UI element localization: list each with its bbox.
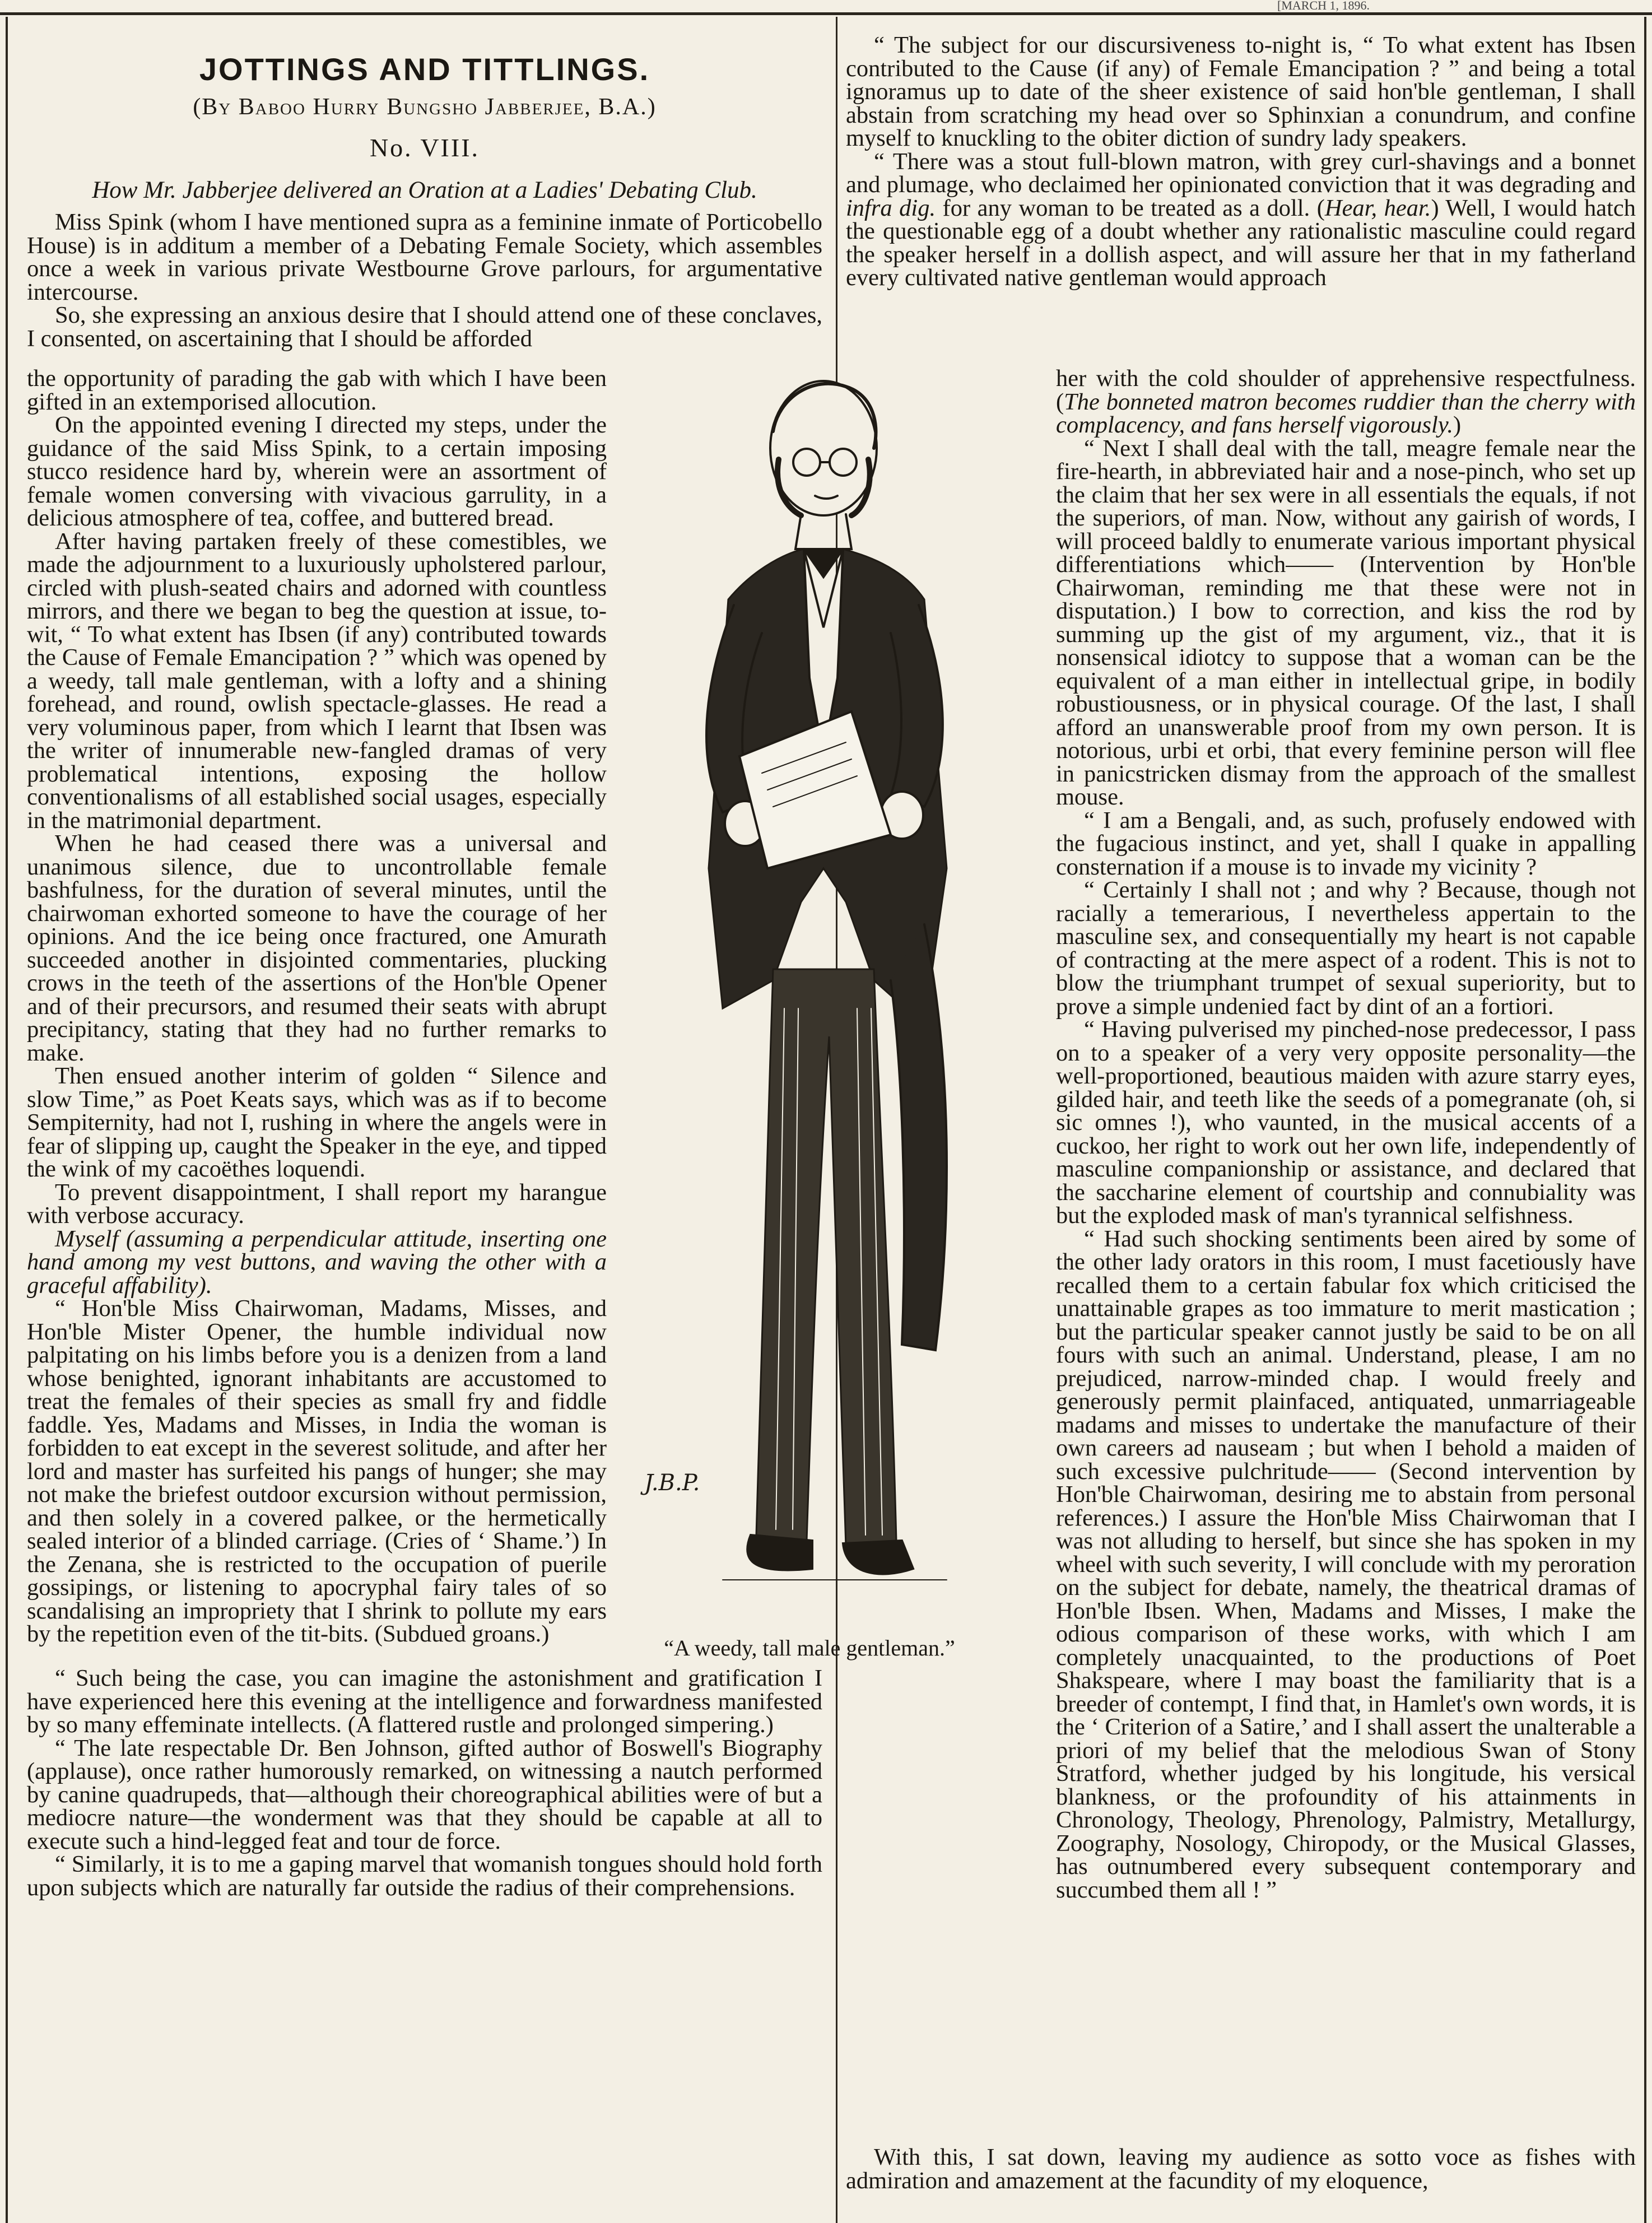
left-paragraph-11: “ The late respectable Dr. Ben Johnson, gifted author of Boswell's Biography (applause), once rather humorously remarked, on witnessing a nautch performed by canine quadrupeds, that—although their choreographical abilities were of but a mediocre nature—the wonderment was that they should be capable at all to execute such a hind-legged feat and tour de force.	[27, 1734, 822, 1854]
left-paragraph-2-start: So, she expressing an anxious desire that I should attend one of these conclaves, I consented, on ascertaining that I should be afforded	[27, 302, 822, 352]
right-paragraph-4: “ I am a Bengali, and, as such, profusely endowed with the fugacious instinct, and yet, shall I quake in appalling consternation if a mouse is to invade my vicinity ?	[1056, 807, 1636, 880]
article-title: JOTTINGS AND TITTLINGS.	[199, 52, 650, 87]
right-paragraph-3: “ Next I shall deal with the tall, meagre female near the fire-hearth, in abbreviated hair and a nose-pinch, who set up the claim that her sex were in all essentials the equals, if not the superiors, of man. Now, without any gairish of words, I will proceed baldly to enumerate various important physical differentiations which—— (Intervention by Hon'ble Chairwoman, reminding me that these were not in disputation.) I bow to correction, and kiss the rod by summing up the gist of my argument, viz., that it is nonsensical idiotcy to suppose that a woman can be the equivalent of a man either in intellectual gripe, in bodily robustiousness, or in physical courage. Of the last, I shall afford an unanswerable proof from my own person. It is notorious, urbi et orbi, that every feminine person will flee in panicstricken dismay from the approach of the smallest mouse.	[1056, 435, 1636, 810]
left-paragraph-8: Myself (assuming a perpendicular attitude, inserting one hand among my vest buttons, and waving the other with a graceful affability).	[27, 1225, 607, 1299]
header-date: [MARCH 1, 1896.	[1277, 0, 1370, 12]
left-paragraph-4: After having partaken freely of these comestibles, we made the adjournment to a luxuriously upholstered parlour, circled with plush-seated chairs and adorned with countless mirrors, and there we began to beg the question at issue, to-wit, “ To what extent has Ibsen (if any) contributed towards the Cause of Female Emancipation ? ” which was opened by a weedy, tall male gentleman, with a lofty and a shining forehead, and round, owlish spectacle-glasses. He read a very voluminous paper, from which I learnt that Ibsen was the writer of innumerable new-fangled dramas of very problematical intentions, exposing the hollow conventionalisms of all established social usages, especially in the matrimonial department.	[27, 528, 607, 834]
article-number: No. VIII.	[369, 133, 480, 162]
right-column-bottom	[846, 2146, 1636, 2223]
right-paragraph-8: With this, I sat down, leaving my audience as sotto voce as fishes with admiration and amazement at the facundity of my eloquence,	[846, 2144, 1636, 2194]
right-column-top	[846, 34, 1636, 370]
left-paragraph-1: Miss Spink (whom I have mentioned supra as a feminine inmate of Porticobello House) is in additum a member of a Debating Female Society, which assembles once a week in various private Westbourne Grove parlours, for argumentative intercourse.	[27, 209, 822, 305]
article-subtitle: How Mr. Jabberjee delivered an Oration at a Ladies' Debating Club.	[92, 177, 757, 203]
right-paragraph-5: “ Certainly I shall not ; and why ? Because, though not racially a temerarious, I nevertheless appertain to the masculine sex, and consequentially my heart is not capable of contracting at the mere aspect of a rodent. This is not to blow the triumphant trumpet of sexual superiority, but to prove a simple undenied fact by dint of an a fortiori.	[1056, 877, 1636, 1020]
left-paragraph-12: “ Similarly, it is to me a gaping marvel that womanish tongues should hold forth upon subjects which are naturally far outside the radius of their comprehensions.	[27, 1851, 822, 1901]
right-paragraph-2-start: “ There was a stout full-blown matron, with grey curl-shavings and a bonnet and plumage, who declaimed her opinionated conviction that it was degrading and infra dig. for any woman to be treated as a doll. (Hear, hear.) Well, I would hatch the questionable egg of a doubt whether any rationalistic masculine could regard the speaker herself in a dollish aspect, and will assure her that in my fatherland every cultivated native gentleman would approach	[846, 148, 1636, 291]
left-column-narrow	[27, 365, 607, 1647]
gentleman-illustration	[611, 364, 1059, 1630]
right-column-narrow	[1056, 365, 1636, 1903]
left-paragraph-10: “ Such being the case, you can imagine the astonishment and gratification I have experienced here this evening at the intelligence and forwardness manifested by so many effeminate intellects. (A flattered rustle and prolonged simpering.)	[27, 1665, 822, 1738]
artist-signature: J.B.P.	[644, 1470, 700, 1496]
right-border-rule	[1644, 17, 1646, 2223]
right-paragraph-2-end: her with the cold shoulder of apprehensive respectfulness. (The bonneted matron becomes ruddier than the cherry with complacency, and fans herself vigorously.)	[1056, 365, 1636, 438]
left-paragraph-5: When he had ceased there was a universal and unanimous silence, due to uncontrollable female bashfulness, for the duration of several minutes, until the chairwoman exhorted someone to have the courage of her opinions. And the ice being once fractured, one Amurath succeeded another in disjointed commentaries, plucking crows in the teeth of the assertions of the Hon'ble Opener and of their precursors, and resumed their seats with abrupt precipitancy, stating that they had no further remarks to make.	[27, 830, 607, 1066]
left-paragraph-2-end: the opportunity of parading the gab with which I have been gifted in an extemporised allocution.	[27, 365, 607, 415]
article-byline: (By Baboo Hurry Bungsho Jabberjee, B.A.)	[193, 94, 657, 120]
left-paragraph-7: To prevent disappointment, I shall report my harangue with verbose accuracy.	[27, 1179, 607, 1229]
left-column-top	[27, 52, 822, 350]
left-column-bottom	[27, 1667, 822, 2221]
illustration-caption: “A weedy, tall male gentleman.”	[664, 1635, 955, 1661]
left-paragraph-3: On the appointed evening I directed my steps, under the guidance of the said Miss Spink, to a certain imposing stucco residence hard by, wherein were an assortment of female women conversing with vivacious garrulity, in a delicious atmosphere of tea, coffee, and buttered bread.	[27, 412, 607, 531]
right-paragraph-7: “ Had such shocking sentiments been aired by some of the other lady orators in this room, I must facetiously have recalled them to a certain fabular fox which criticised the unattainable grapes as too immature to merit mastication ; but the particular speaker cannot justly be said to be on all fours with such an animal. Understand, please, I am no prejudiced, narrow-minded chap. I would freely and generously permit plainfaced, antiquated, unmarriageable madams and misses to undertake the manufacture of their own careers ad nauseam ; but when I behold a maiden of such excessive pulchritude—— (Second intervention by Hon'ble Chairwoman, desiring me to abstain from personal references.) I assure the Hon'ble Miss Chairwoman that I was not alluding to herself, but since she has spoken in my wheel with such severity, I will conclude with my peroration on the subject for debate, namely, the theatrical dramas of Hon'ble Ibsen. When, Madams and Misses, I make the odious comparison of these works, with which I am completely unacquainted, to the productions of Poet Shakspeare, where I may boast the familiarity that is a breeder of contempt, I find that, in Hamlet's own words, it is the ‘ Criterion of a Satire,’ and I shall assert the unalterable a priori of my belief that the melodious Swan of Stony Stratford, whether judged by his longitude, his versical blankness, or the profoundity of his attainments in Chronology, Theology, Phrenology, Palmistry, Metallurgy, Zoography, Nosology, Chiropody, or the Musical Glasses, has outnumbered every subsequent contemporary and succumbed them all ! ”	[1056, 1225, 1636, 1903]
left-border-rule	[6, 17, 8, 2223]
top-header-strip	[0, 0, 1652, 15]
right-paragraph-6: “ Having pulverised my pinched-nose predecessor, I pass on to a speaker of a very very opposite personality—the well-proportioned, beautious maiden with azure starry eyes, gilded hair, and teeth like the seeds of a pomegranate (oh, si sic omnes !), who vaunted, in the musical accents of a cuckoo, her right to work out her own life, independently of masculine companionship or assistance, and declared that the saccharine element of courtship and connubiality was but the exploded mask of man's tyrannical selfishness.	[1056, 1016, 1636, 1229]
right-paragraph-1: “ The subject for our discursiveness to-night is, “ To what extent has Ibsen contributed to the Cause (if any) of Female Emancipation ? ” and being a total ignoramus up to date of the sheer existence of said hon'ble gentleman, I shall abstain from scratching my head over so Sphinxian a conundrum, and confine myself to knuckling to the obiter diction of sundry lady speakers.	[846, 32, 1636, 151]
left-paragraph-9: “ Hon'ble Miss Chairwoman, Madams, Misses, and Hon'ble Mister Opener, the humble individual now palpitating on his limbs before you is a denizen from a land whose benighted, ignorant inhabitants are accustomed to treat the females of their species as small fry and fiddle faddle. Yes, Madams and Misses, in India the woman is forbidden to eat except in the severest solitude, and after her lord and master has surfeited his pangs of hunger; she may not make the briefest outdoor excursion without permission, and then solely in a covered palkee, or the hermetically sealed interior of a blinded carriage. (Cries of ‘ Shame.’) In the Zenana, she is restricted to the occupation of puerile gossipings, or listening to apocryphal fairy tales of so scandalising an impropriety that I shrink to pollute my ears by the repetition even of the tit-bits. (Subdued groans.)	[27, 1295, 607, 1647]
left-paragraph-6: Then ensued another interim of golden “ Silence and slow Time,” as Poet Keats says, which was as if to become Sempiternity, had not I, rushing in where the angels were in fear of slipping up, caught the Speaker in the eye, and tipped the wink of my cacoëthes loquendi.	[27, 1063, 607, 1182]
